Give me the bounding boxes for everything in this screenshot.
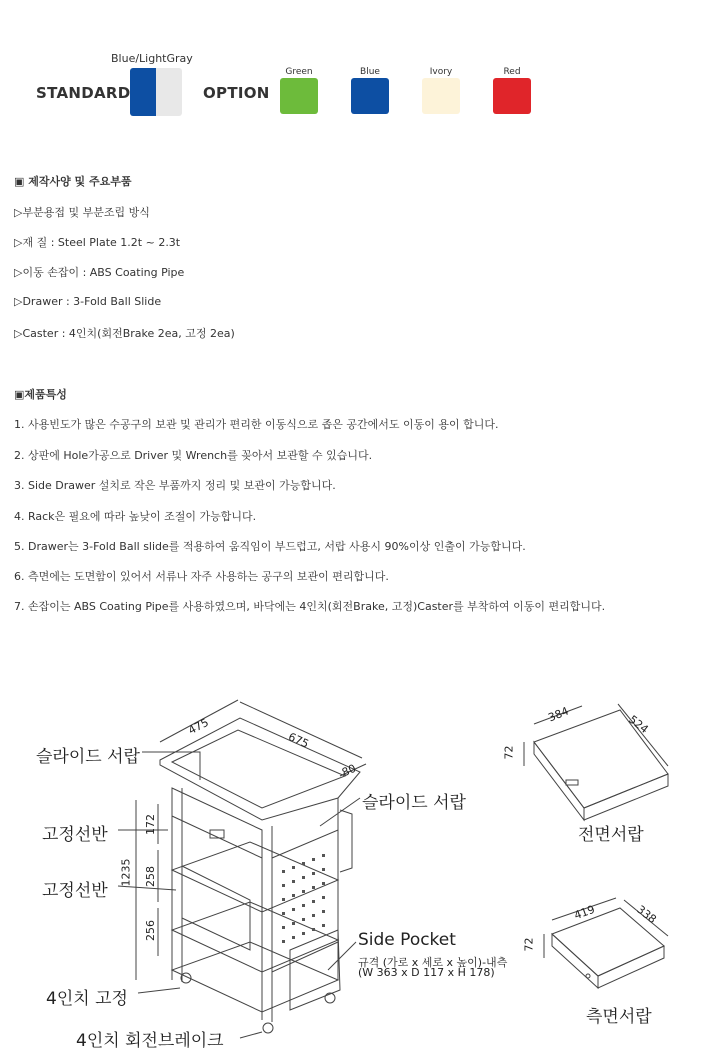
callout-fixed-shelf-1: 고정선반 — [42, 825, 108, 845]
option-swatch-green[interactable] — [280, 78, 318, 114]
side-pocket-dims: (W 363 x D 117 x H 178) — [358, 966, 495, 979]
features-heading: ▣제품특성 — [14, 388, 67, 401]
dim-sd-height: 72 — [522, 937, 536, 952]
spec-item: ▷Caster : 4인치(회전Brake 2ea, 고정 2ea) — [14, 327, 235, 340]
product-diagram — [0, 680, 709, 1063]
dim-fd-width: 524 — [626, 712, 651, 737]
option-swatch-ivory[interactable] — [422, 78, 460, 114]
option-caption-ivory: Ivory — [429, 67, 453, 77]
front-drawer-handle — [566, 780, 578, 785]
side-pegboard — [272, 830, 338, 972]
standard-color-caption: Blue/LightGray — [111, 52, 193, 65]
caster-brake — [263, 1023, 273, 1033]
specs-heading: ▣ 제작사양 및 주요부품 — [14, 175, 132, 188]
dim-depth: 475 — [186, 715, 211, 738]
side-drawer-knob — [586, 974, 590, 978]
leader — [240, 1032, 262, 1038]
drawer-front — [172, 788, 262, 858]
shelf-bottom — [172, 942, 338, 1012]
callout-slide-drawer-right: 슬라이드 서랍 — [362, 793, 466, 813]
standard-swatch-blue — [130, 68, 156, 116]
option-swatch-red[interactable] — [493, 78, 531, 114]
feature-item: 5. Drawer는 3-Fold Ball slide를 적용하여 움직임이 부드럽고, 서랍 사용시 90%이상 인출이 가능합니다. — [14, 540, 526, 553]
option-caption-blue: Blue — [360, 67, 380, 77]
callout-fixed-shelf-2: 고정선반 — [42, 881, 108, 901]
spec-item: ▷부분용접 및 부분조립 방식 — [14, 206, 150, 219]
feature-item: 3. Side Drawer 설치로 작은 부품까지 정리 및 보관이 가능합니다. — [14, 479, 336, 492]
side-drawer-side — [598, 946, 664, 988]
leader — [142, 752, 200, 780]
feature-item: 6. 측면에는 도면함이 있어서 서류나 자주 사용하는 공구의 보관이 편리합니다. — [14, 570, 389, 583]
spec-item: ▷이동 손잡이 : ABS Coating Pipe — [14, 266, 185, 279]
dim-width: 675 — [286, 730, 311, 751]
pegboard-holes — [282, 854, 325, 943]
leader — [320, 798, 360, 826]
side-pocket-spec: 규격 (가로 x 세로 x 높이)-내측 — [358, 956, 508, 969]
callout-side-pocket: Side Pocket — [358, 930, 456, 950]
option-swatch-blue[interactable] — [351, 78, 389, 114]
dim-line-width — [240, 702, 362, 758]
feature-item: 7. 손잡이는 ABS Coating Pipe를 사용하였으며, 바닥에는 4인치(회전Brake, 고정)Caster를 부착하여 이동이 편리합니다. — [14, 600, 606, 613]
spec-item: ▷재 질 : Steel Plate 1.2t ~ 2.3t — [14, 236, 181, 249]
feature-item: 2. 상판에 Hole가공으로 Driver 및 Wrench를 꽂아서 보관할 수 있습니다. — [14, 449, 373, 462]
feature-item: 4. Rack은 필요에 따라 높낮이 조절이 가능합니다. — [14, 510, 257, 523]
dim-sd-depth: 419 — [572, 902, 597, 923]
callout-caster-brake: 4인치 회전브레이크 — [76, 1031, 224, 1051]
dim-sd-width: 338 — [634, 902, 659, 927]
cart-top-inner — [172, 730, 345, 808]
dim-h1: 172 — [144, 814, 157, 835]
standard-label: STANDARD — [36, 84, 131, 102]
front-drawer-label: 전면서랍 — [578, 825, 644, 845]
callout-slide-drawer-left: 슬라이드 서랍 — [36, 747, 140, 767]
handle-pipe — [340, 810, 352, 872]
front-drawer-face — [534, 742, 584, 820]
standard-swatch — [130, 68, 182, 116]
callout-caster-fixed: 4인치 고정 — [46, 989, 128, 1009]
dim-fd-height: 72 — [502, 745, 516, 760]
side-drawer-label: 측면서랍 — [586, 1007, 652, 1027]
side-drawer-face — [552, 934, 598, 988]
spec-item: ▷Drawer : 3-Fold Ball Slide — [14, 295, 162, 308]
option-label: OPTION — [203, 84, 270, 102]
option-caption-red: Red — [503, 67, 521, 77]
leader — [138, 988, 180, 993]
feature-item: 1. 사용빈도가 많은 수공구의 보관 및 관리가 편리한 이동식으로 좁은 공간에서도 이동이 용이 합니다. — [14, 418, 499, 431]
leader — [328, 942, 356, 970]
dim-h2: 258 — [144, 866, 157, 887]
standard-swatch-lightgray — [156, 68, 182, 116]
dim-fd-depth: 384 — [546, 704, 571, 725]
front-drawer-side — [584, 774, 668, 820]
back-pegboard — [182, 866, 250, 950]
option-caption-green: Green — [285, 67, 313, 77]
dim-h3: 256 — [144, 920, 157, 941]
dim-height: 1235 — [119, 858, 133, 887]
dim-pocket: 80 — [339, 761, 359, 780]
